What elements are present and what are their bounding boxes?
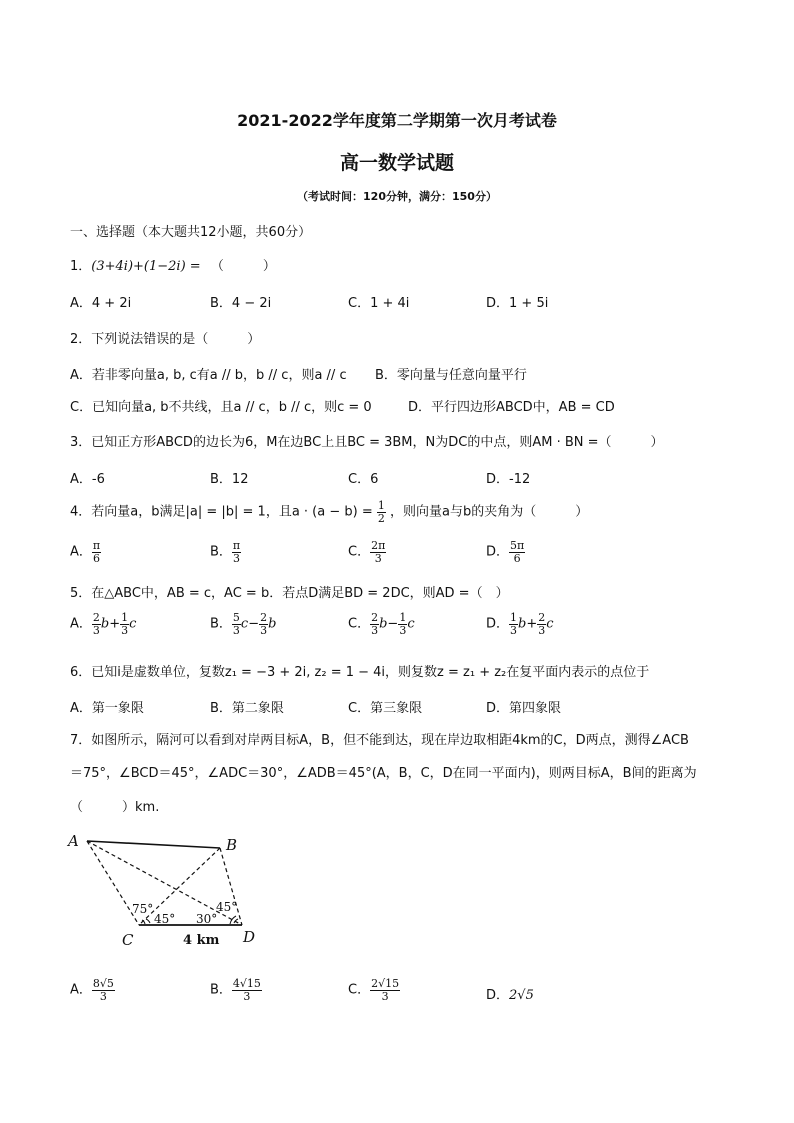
q4-option-d-frac (509, 540, 525, 564)
q5-a-c1d: 3 (92, 623, 100, 637)
q4-d-den: 6 (513, 551, 521, 565)
q7-option-c (348, 978, 400, 1002)
q2-option-c: C．已知向量a, b不共线，且a // c，b // c，则c = 0 (70, 400, 372, 415)
label-a: A (68, 832, 79, 850)
q4-option-c (348, 540, 386, 564)
river-geometry-figure (66, 828, 286, 956)
q7-c-den: 3 (381, 989, 389, 1003)
q4-option-c-label: C． (348, 544, 371, 560)
q5-a-op: + (109, 616, 121, 632)
q4-a-num: π (92, 539, 101, 552)
q7-b-label: B． (210, 982, 232, 998)
label-c: C (122, 931, 134, 949)
q7-a-frac (92, 978, 115, 1002)
question-4-stem (70, 500, 588, 524)
q2-option-d: D．平行四边形ABCD中，AB = CD (408, 400, 615, 415)
angle-adc: 30° (196, 912, 218, 926)
q7-b-den: 3 (243, 989, 251, 1003)
q5-d-label: D． (486, 616, 510, 632)
q7-d-label: D． (486, 988, 510, 1003)
q1-option-a: A．4 + 2i (70, 296, 132, 311)
q3-option-d: D．-12 (486, 472, 531, 487)
q4-option-a-frac (92, 540, 101, 564)
q4-option-a-label: A． (70, 544, 92, 560)
q5-a-label: A． (70, 616, 92, 632)
q4-option-b (210, 540, 241, 564)
q7-a-num: 8√5 (92, 977, 114, 990)
q5-d-c1d: 3 (510, 623, 518, 637)
q5-d-op: + (526, 616, 538, 632)
q4-option-d (486, 540, 525, 564)
q7-a-den: 3 (99, 989, 107, 1003)
q4-option-a (70, 540, 101, 564)
q5-b-label: B． (210, 616, 232, 632)
q5-option-c (348, 612, 415, 636)
q5-c-op: − (387, 616, 399, 632)
q5-d-c1n: 1 (510, 611, 518, 624)
q5-c-c1d: 3 (371, 623, 379, 637)
q4-a-den: 6 (93, 551, 101, 565)
q3-option-a: A．-6 (70, 472, 105, 487)
q5-a-c2n: 1 (121, 611, 129, 624)
q5-option-b (210, 612, 276, 636)
distance-label: 4 km (183, 933, 220, 948)
q5-c-c2n: 1 (399, 611, 407, 624)
question-6-stem: 6．已知i是虚数单位，复数z₁ = −3 + 2i, z₂ = 1 − 4i，则复数z = z₁ + z₂在复平面内表示的点位于 (70, 665, 650, 680)
q5-c-label: C． (348, 616, 371, 632)
q5-c-v2: c (407, 616, 415, 632)
q7-option-b (210, 978, 262, 1002)
q5-c-frac1 (370, 612, 379, 636)
q5-a-c1n: 2 (92, 611, 100, 624)
q7-a-label: A． (70, 982, 92, 998)
q4-option-b-label: B． (210, 544, 232, 560)
q4-c-num: 2π (371, 539, 386, 552)
q2-option-a: A．若非零向量a, b, c有a // b，b // c，则a // c (70, 368, 347, 383)
q5-d-frac1 (509, 612, 518, 636)
question-1 (70, 255, 276, 274)
q5-a-frac1 (92, 612, 101, 636)
q4-option-b-frac (232, 540, 241, 564)
q1-expr: (3+4i)+(1−2i) = (91, 259, 201, 274)
label-b: B (226, 836, 238, 854)
q4-b-num: π (232, 539, 241, 552)
q1-blank: （ ） (210, 259, 276, 274)
arc-c-1 (146, 919, 150, 923)
q5-a-c2d: 3 (121, 623, 129, 637)
angle-acb: 75° (132, 902, 154, 916)
q5-b-frac1 (232, 612, 241, 636)
exam-subtitle: 高一数学试题 (339, 152, 454, 174)
q6-option-b: B．第二象限 (210, 701, 284, 716)
q5-d-frac2 (537, 612, 546, 636)
q4-stem-a: 4．若向量a，b满足|a| = |b| = 1，且a · (a − b) = (70, 504, 373, 520)
q7-option-a (70, 978, 115, 1002)
q4-half-fraction (377, 500, 386, 524)
q7-d-value: 2√5 (509, 988, 534, 1003)
q5-a-v1: b (100, 616, 110, 632)
q2-option-b: B．零向量与任意向量平行 (375, 368, 527, 383)
q5-c-frac2 (398, 612, 407, 636)
q4-stem-b: ，则向量a与b的夹角为（ ） (390, 504, 589, 520)
q5-a-frac2 (120, 612, 129, 636)
q1-label: 1． (70, 259, 92, 274)
q5-d-c2d: 3 (538, 623, 546, 637)
q3-option-c: C．6 (348, 472, 379, 487)
question-7-line2: ＝75°，∠BCD＝45°，∠ADC＝30°，∠ADB＝45°(A，B，C，D在同一平面内)，则两目标A，B间的距离为 (70, 766, 697, 781)
q4-option-d-label: D． (486, 544, 510, 560)
question-5-stem: 5．在△ABC中，AB = c，AC = b．若点D满足BD = 2DC，则AD =（ ） (70, 586, 509, 601)
q7-c-label: C． (348, 982, 371, 998)
q5-c-c1n: 2 (371, 611, 379, 624)
q1-option-c: C．1 + 4i (348, 296, 410, 311)
q5-b-frac2 (259, 612, 268, 636)
q5-option-a (70, 612, 136, 636)
exam-title: 2021-2022学年度第二学期第一次月考试卷 (237, 111, 557, 130)
q6-option-a: A．第一象限 (70, 701, 144, 716)
question-3-stem: 3．已知正方形ABCD的边长为6，M在边BC上且BC = 3BM，N为DC的中点，则AM · BN =（ ） (70, 435, 664, 450)
q4-option-c-frac (370, 540, 386, 564)
q6-option-c: C．第三象限 (348, 701, 423, 716)
q4-d-num: 5π (510, 539, 525, 552)
q7-b-frac (232, 978, 262, 1002)
q5-option-d (486, 612, 554, 636)
label-d: D (243, 928, 256, 946)
q5-c-c2d: 3 (399, 623, 407, 637)
q6-option-d: D．第四象限 (486, 701, 562, 716)
q5-b-v2: b (268, 616, 277, 632)
exam-info: （考试时间：120分钟，满分：150分） (297, 190, 497, 203)
question-7-line1: 7．如图所示，隔河可以看到对岸两目标A，B，但不能到达，现在岸边取相距4km的C，D两点，测得∠ACB (70, 733, 689, 748)
section-heading: 一、选择题（本大题共12小题，共60分） (70, 225, 312, 240)
segment-ab (87, 841, 220, 848)
q4-half-den: 2 (377, 511, 385, 525)
q7-c-num: 2√15 (371, 977, 400, 990)
q5-b-c1n: 5 (232, 611, 240, 624)
angle-bcd: 45° (154, 912, 176, 926)
q5-b-c1d: 3 (232, 623, 240, 637)
q5-b-op: − (248, 616, 260, 632)
question-2-stem: 2．下列说法错误的是（ ） (70, 332, 261, 347)
arc-d-2 (230, 916, 236, 924)
q5-d-v2: c (546, 616, 554, 632)
q5-b-c2d: 3 (260, 623, 268, 637)
q7-option-d (486, 984, 534, 1003)
q5-d-c2n: 2 (538, 611, 546, 624)
q1-option-b: B．4 − 2i (210, 296, 272, 311)
q7-b-num: 4√15 (232, 977, 261, 990)
q3-option-b: B．12 (210, 472, 249, 487)
q5-b-c2n: 2 (260, 611, 268, 624)
angle-adb: 45° (216, 900, 238, 914)
q5-a-v2: c (129, 616, 137, 632)
q4-c-den: 3 (374, 551, 382, 565)
q5-d-v1: b (518, 616, 527, 632)
q4-half-num: 1 (377, 499, 385, 512)
q1-option-d: D．1 + 5i (486, 296, 549, 311)
q5-c-v1: b (379, 616, 388, 632)
question-7-line3: （ ）km. (70, 800, 160, 815)
q4-b-den: 3 (233, 551, 241, 565)
q5-b-v1: c (240, 616, 249, 632)
q7-c-frac (370, 978, 400, 1002)
